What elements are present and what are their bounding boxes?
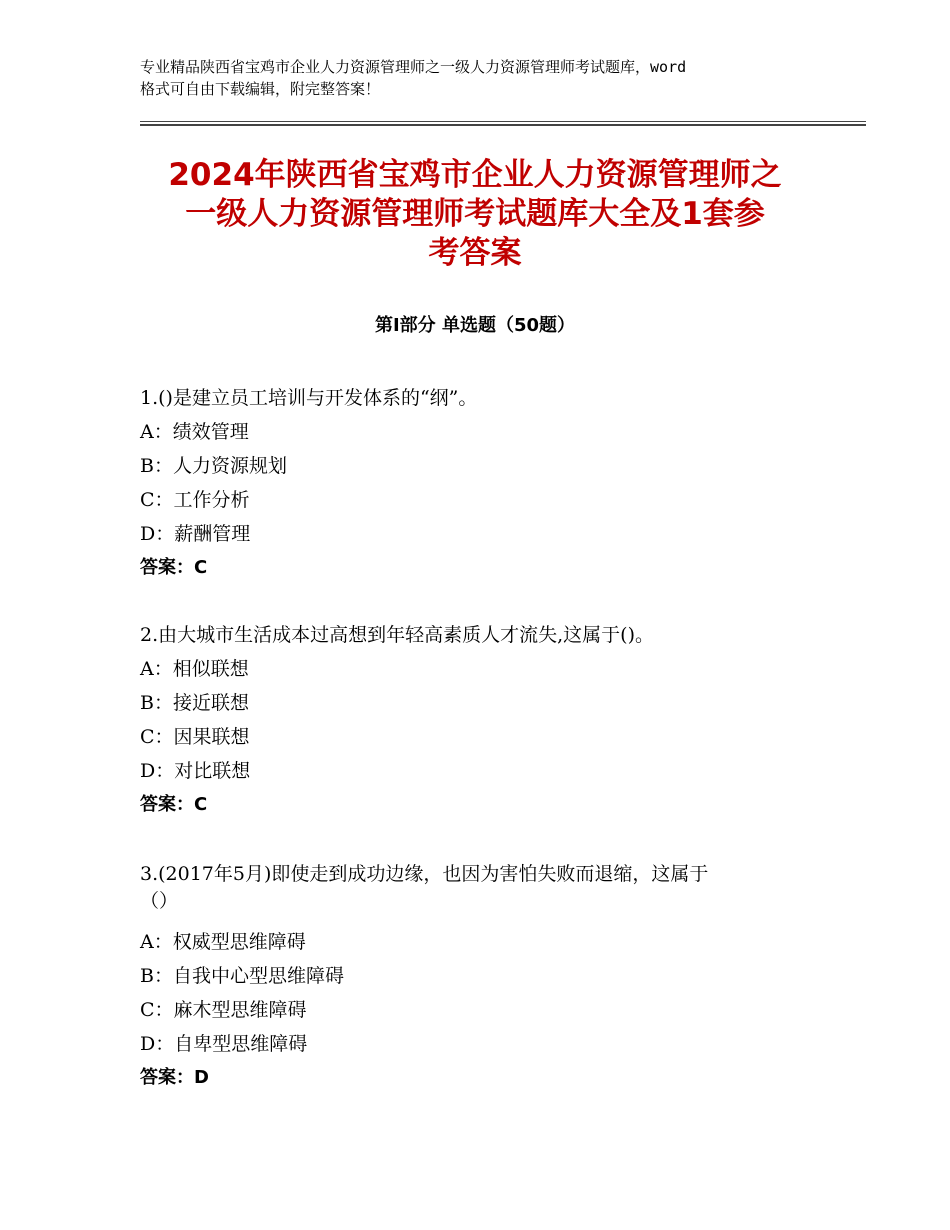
question-3 [140,857,840,1095]
header-note-line-2: 格式可自由下载编辑，附完整答案！ [140,80,381,98]
header-note-line-1: 专业精品陕西省宝鸡市企业人力资源管理师之一级人力资源管理师考试题库，word [140,58,687,76]
section-title: 第Ⅰ部分 单选题（50题） [374,315,575,336]
question-stem: 3.(2017年5月)即使走到成功边缘，也因为害怕失败而退缩，这属于 [140,863,709,885]
question-stem: 2.由大城市生活成本过高想到年轻高素质人才流失,这属于()。 [140,624,654,646]
question-stem: 1.()是建立员工培训与开发体系的“纲”。 [140,387,478,409]
option-b: B：自我中心型思维障碍 [140,965,344,987]
answer-line: 答案：C [140,794,208,815]
option-a: A：绩效管理 [140,421,249,443]
option-d: D：对比联想 [140,760,251,782]
question-stem-continued: （） [140,890,179,912]
option-c: C：因果联想 [140,726,250,748]
document-title-line-2: 一级人力资源管理师考试题库大全及1套参 [185,196,765,232]
option-b: B：接近联想 [140,692,249,714]
question-1 [140,381,840,585]
option-b: B：人力资源规划 [140,455,287,477]
header-divider-thin [140,121,866,122]
answer-line: 答案：D [140,1067,209,1088]
option-a: A：相似联想 [140,658,249,680]
option-d: D：自卑型思维障碍 [140,1033,308,1055]
header-note [140,56,830,100]
answer-line: 答案：C [140,557,208,578]
option-d: D：薪酬管理 [140,523,251,545]
option-c: C：工作分析 [140,489,250,511]
option-c: C：麻木型思维障碍 [140,999,307,1021]
header-divider-thick [140,124,866,126]
document-title-line-3: 考答案 [428,235,522,271]
option-a: A：权威型思维障碍 [140,931,306,953]
document-title [120,156,830,273]
question-2 [140,618,840,822]
document-title-line-1: 2024年陕西省宝鸡市企业人力资源管理师之 [168,157,782,193]
